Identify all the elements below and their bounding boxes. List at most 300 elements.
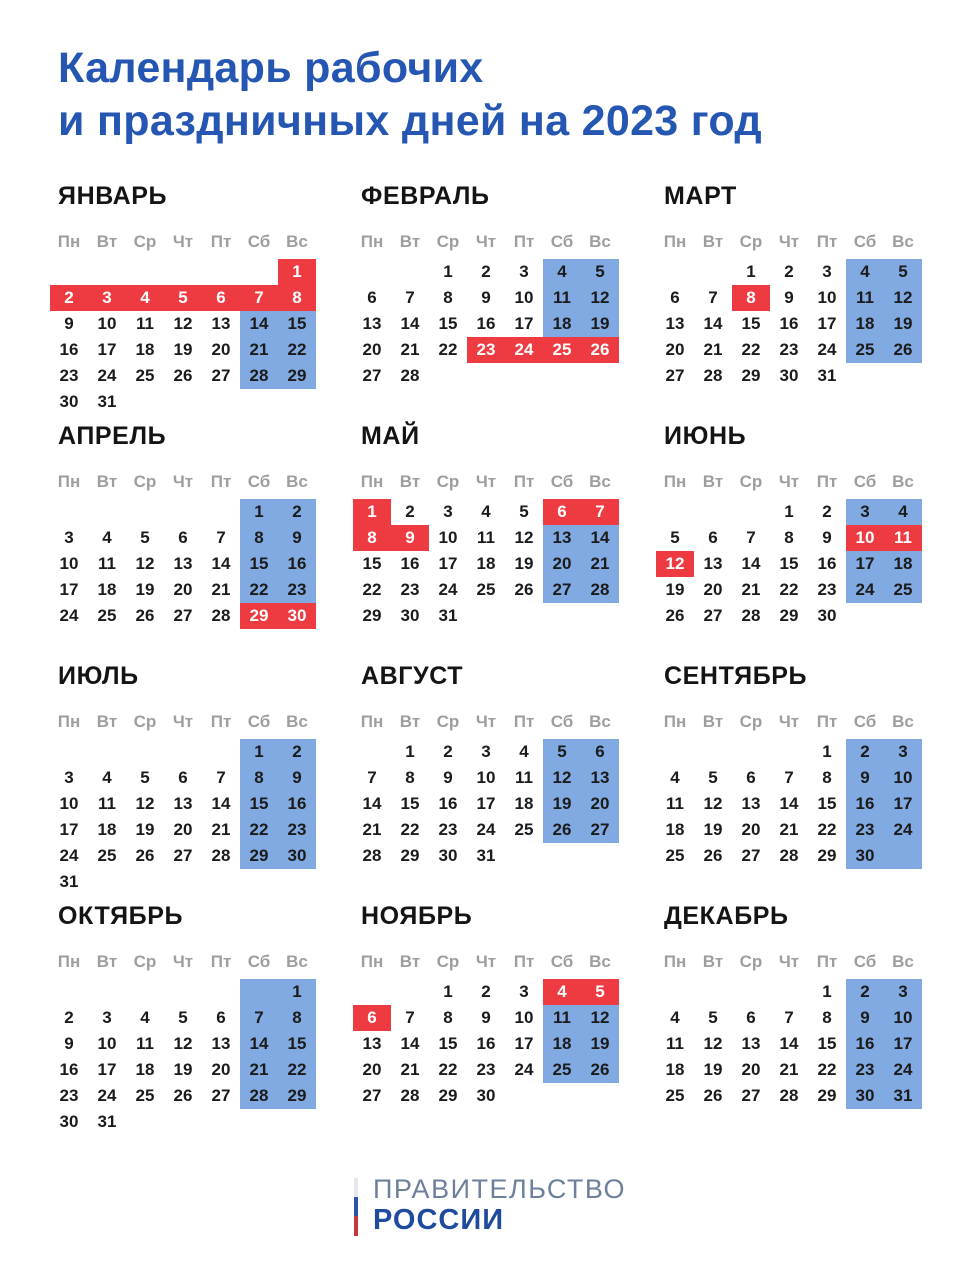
day-cell: 25 [514,819,534,839]
weekday-label: Ср [436,231,460,251]
day-cell: 30 [438,845,458,865]
weekday-label: Вт [399,231,421,251]
day-cell-empty [581,363,619,389]
day-cell-weekend: 4 [884,499,922,525]
day-cell: 14 [362,793,382,813]
day-cell: 16 [779,313,799,333]
weekday-label: Вт [702,951,724,971]
weekday-label: Сб [247,231,271,251]
weekday-label: Чт [172,231,194,251]
day-cell: 31 [97,1111,117,1131]
weekday-label: Пт [816,471,838,491]
day-cell: 11 [666,793,684,813]
day-cell: 27 [211,1085,231,1105]
day-cell-empty [164,1109,202,1135]
day-cell: 14 [211,793,231,813]
weekday-label: Вт [702,231,724,251]
day-cell: 23 [476,1059,496,1079]
day-cell: 17 [817,313,837,333]
day-cell-weekend: 8 [240,525,278,551]
day-cell-holiday: 8 [278,285,316,311]
day-cell: 12 [135,553,155,573]
day-cell: 6 [746,1007,756,1027]
day-cell: 15 [438,313,458,333]
day-cell: 16 [400,553,420,573]
days-grid [353,499,619,629]
day-cell: 7 [784,1007,794,1027]
day-cell: 6 [708,527,718,547]
day-cell: 8 [784,527,794,547]
day-cell-weekend: 29 [240,843,278,869]
weekday-label: Пн [57,231,81,251]
day-cell-empty [278,1109,316,1135]
day-cell: 4 [481,501,491,521]
day-cell-empty [694,259,732,285]
day-cell-weekend: 4 [543,259,581,285]
weekday-label: Вт [399,951,421,971]
day-cell: 22 [438,339,458,359]
day-cell: 25 [135,365,155,385]
weekday-label: Пт [513,471,535,491]
weekday-label: Ср [436,471,460,491]
day-cell-empty [505,1083,543,1109]
day-cell-weekend: 3 [884,739,922,765]
day-cell-weekend: 30 [846,1083,884,1109]
day-cell: 23 [59,365,79,385]
day-cell: 7 [405,1007,415,1027]
day-cell: 8 [405,767,415,787]
day-cell-weekend: 5 [581,259,619,285]
day-cell: 20 [173,579,193,599]
day-cell-weekend: 24 [846,577,884,603]
day-cell: 15 [400,793,420,813]
day-cell: 25 [97,605,117,625]
day-cell: 12 [173,313,193,333]
day-cell: 7 [708,287,718,307]
day-cell-empty [846,363,884,389]
days-grid [656,979,922,1109]
day-cell: 8 [822,767,832,787]
day-cell-weekend: 4 [846,259,884,285]
month-october [50,902,316,1130]
weekday-label: Пн [57,471,81,491]
day-cell-weekend: 24 [884,817,922,843]
day-cell: 5 [708,1007,718,1027]
day-cell-empty [50,259,88,285]
day-cell: 20 [173,819,193,839]
day-cell-empty [391,259,429,285]
day-cell-empty [164,869,202,895]
day-cell: 13 [211,1033,231,1053]
day-cell: 26 [665,605,685,625]
weekday-label: Сб [550,231,574,251]
day-cell-weekend: 2 [846,739,884,765]
weekday-label: Ср [739,951,763,971]
day-cell: 26 [173,1085,193,1105]
day-cell: 28 [400,1085,420,1105]
weekday-label: Чт [475,711,497,731]
weekday-row [353,712,619,732]
month-september [656,662,922,890]
day-cell-holiday: 5 [164,285,202,311]
month-title-may: МАЙ [361,421,420,450]
month-january [50,182,316,410]
day-cell: 30 [59,1111,79,1131]
day-cell-weekend: 25 [543,1057,581,1083]
day-cell: 3 [519,981,529,1001]
day-cell-weekend: 10 [884,765,922,791]
day-cell: 7 [367,767,377,787]
day-cell: 26 [135,845,155,865]
day-cell-empty [770,979,808,1005]
day-cell-weekend: 24 [884,1057,922,1083]
day-cell-empty [164,259,202,285]
day-cell-empty [467,363,505,389]
day-cell-empty [202,739,240,765]
day-cell-holiday: 1 [278,259,316,285]
day-cell: 30 [817,605,837,625]
day-cell: 2 [822,501,832,521]
day-cell: 22 [741,339,761,359]
day-cell-empty [353,259,391,285]
day-cell-holiday: 7 [581,499,619,525]
day-cell: 21 [362,819,382,839]
day-cell-empty [505,363,543,389]
weekday-row [656,472,922,492]
day-cell-weekend: 22 [278,337,316,363]
day-cell: 8 [822,1007,832,1027]
day-cell-weekend: 20 [543,551,581,577]
day-cell: 24 [59,845,79,865]
day-cell: 7 [216,767,226,787]
day-cell-weekend: 9 [846,1005,884,1031]
day-cell: 13 [211,313,231,333]
day-cell: 13 [665,313,685,333]
weekday-label: Сб [247,471,271,491]
day-cell: 12 [703,1033,723,1053]
weekday-label: Вс [286,951,308,971]
day-cell-empty [126,869,164,895]
weekday-label: Вс [589,231,611,251]
day-cell-holiday: 29 [240,603,278,629]
flag-white-segment [354,1178,358,1197]
day-cell-weekend: 1 [240,499,278,525]
weekday-label: Вт [702,471,724,491]
day-cell-weekend: 6 [581,739,619,765]
day-cell: 6 [216,1007,226,1027]
day-cell-weekend: 26 [581,1057,619,1083]
day-cell: 11 [136,313,154,333]
day-cell-empty [240,869,278,895]
day-cell: 22 [817,819,837,839]
day-cell: 19 [514,553,534,573]
weekday-label: Пт [816,711,838,731]
weekday-label: Сб [853,231,877,251]
day-cell: 4 [140,1007,150,1027]
day-cell: 18 [97,579,117,599]
day-cell: 13 [173,553,193,573]
day-cell: 20 [703,579,723,599]
day-cell-empty [846,603,884,629]
day-cell: 1 [746,261,756,281]
month-title-july: ИЮЛЬ [58,661,139,690]
day-cell-holiday: 5 [581,979,619,1005]
day-cell: 17 [514,313,534,333]
day-cell-empty [126,979,164,1005]
day-cell: 27 [173,845,193,865]
day-cell-holiday: 30 [278,603,316,629]
day-cell-weekend: 23 [278,577,316,603]
day-cell: 28 [211,845,231,865]
weekday-label: Пн [663,951,687,971]
day-cell: 14 [211,553,231,573]
day-cell: 27 [741,1085,761,1105]
weekday-row [353,232,619,252]
day-cell-weekend: 1 [278,979,316,1005]
day-cell: 20 [741,1059,761,1079]
day-cell-holiday: 8 [732,285,770,311]
weekday-label: Чт [778,951,800,971]
day-cell-holiday: 6 [353,1005,391,1031]
day-cell: 17 [476,793,496,813]
day-cell: 27 [211,365,231,385]
weekday-label: Вт [702,711,724,731]
day-cell: 13 [362,1033,382,1053]
day-cell-weekend: 15 [278,311,316,337]
day-cell: 27 [703,605,723,625]
day-cell: 7 [746,527,756,547]
day-cell-weekend: 14 [581,525,619,551]
day-cell-empty [732,499,770,525]
day-cell-holiday: 4 [543,979,581,1005]
day-cell-empty [353,979,391,1005]
day-cell: 21 [211,579,231,599]
day-cell-empty [126,389,164,415]
day-cell: 9 [481,1007,491,1027]
day-cell: 4 [102,767,112,787]
day-cell-holiday: 2 [50,285,88,311]
day-cell: 21 [400,1059,420,1079]
day-cell-empty [732,979,770,1005]
day-cell: 20 [362,339,382,359]
government-label: ПРАВИТЕЛЬСТВО [372,1173,627,1204]
day-cell: 15 [741,313,761,333]
day-cell: 16 [59,1059,79,1079]
month-title-april: АПРЕЛЬ [58,421,167,450]
weekday-label: Ср [436,711,460,731]
day-cell-empty [884,843,922,869]
day-cell-weekend: 16 [846,1031,884,1057]
month-title-june: ИЮНЬ [664,421,747,450]
weekday-label: Ср [739,231,763,251]
day-cell-weekend: 27 [581,817,619,843]
government-logo-text [373,1174,626,1237]
day-cell-empty [694,499,732,525]
weekday-label: Ср [436,951,460,971]
day-cell-weekend: 18 [543,1031,581,1057]
weekday-label: Сб [853,951,877,971]
day-cell-weekend: 3 [846,499,884,525]
days-grid [656,259,922,389]
day-cell-weekend: 23 [278,817,316,843]
day-cell-weekend: 2 [846,979,884,1005]
day-cell-empty [88,499,126,525]
day-cell-weekend: 20 [581,791,619,817]
day-cell: 9 [481,287,491,307]
day-cell: 8 [443,287,453,307]
day-cell-weekend: 13 [581,765,619,791]
day-cell: 25 [665,1085,685,1105]
weekday-label: Пт [210,951,232,971]
day-cell-weekend: 7 [240,1005,278,1031]
day-cell-weekend: 18 [846,311,884,337]
day-cell-empty [884,363,922,389]
day-cell: 30 [476,1085,496,1105]
day-cell: 9 [784,287,794,307]
day-cell-empty [202,499,240,525]
day-cell-weekend: 14 [240,311,278,337]
day-cell-empty [770,739,808,765]
weekday-label: Вт [96,711,118,731]
day-cell-weekend: 13 [543,525,581,551]
days-grid [50,499,316,629]
day-cell: 31 [817,365,837,385]
day-cell-holiday: 8 [353,525,391,551]
day-cell: 20 [211,339,231,359]
weekday-label: Чт [475,471,497,491]
day-cell-holiday: 25 [543,337,581,363]
weekday-label: Чт [475,231,497,251]
day-cell: 5 [178,1007,188,1027]
day-cell-holiday: 1 [353,499,391,525]
day-cell-weekend: 3 [884,979,922,1005]
day-cell-weekend: 8 [278,1005,316,1031]
day-cell: 13 [362,313,382,333]
day-cell-weekend: 9 [846,765,884,791]
day-cell: 18 [135,1059,155,1079]
day-cell: 31 [438,605,458,625]
day-cell-weekend: 11 [543,285,581,311]
day-cell: 29 [817,845,837,865]
weekday-label: Пт [513,711,535,731]
weekday-label: Пт [210,471,232,491]
day-cell: 4 [670,767,680,787]
day-cell: 4 [519,741,529,761]
day-cell: 6 [178,527,188,547]
day-cell: 22 [400,819,420,839]
weekday-label: Пт [816,951,838,971]
day-cell: 7 [784,767,794,787]
day-cell-holiday: 3 [88,285,126,311]
day-cell: 18 [97,819,117,839]
day-cell-empty [202,979,240,1005]
month-august [353,662,619,890]
day-cell: 4 [670,1007,680,1027]
day-cell: 29 [362,605,382,625]
weekday-label: Ср [133,231,157,251]
day-cell: 14 [703,313,723,333]
weekday-label: Чт [172,471,194,491]
day-cell: 22 [817,1059,837,1079]
day-cell: 11 [477,527,495,547]
day-cell-weekend: 28 [240,1083,278,1109]
day-cell-weekend: 19 [543,791,581,817]
month-title-september: СЕНТЯБРЬ [664,661,808,690]
day-cell: 24 [817,339,837,359]
day-cell: 27 [362,1085,382,1105]
day-cell: 29 [438,1085,458,1105]
day-cell: 19 [173,339,193,359]
day-cell: 28 [779,1085,799,1105]
day-cell: 6 [670,287,680,307]
weekday-label: Вс [892,231,914,251]
day-cell-weekend: 30 [278,843,316,869]
day-cell: 18 [476,553,496,573]
day-cell-weekend: 15 [240,791,278,817]
weekday-label: Вс [589,951,611,971]
weekday-label: Вт [96,231,118,251]
day-cell-holiday: 10 [846,525,884,551]
day-cell-empty [467,603,505,629]
day-cell: 5 [519,501,529,521]
day-cell-holiday: 12 [656,551,694,577]
weekday-label: Вс [286,711,308,731]
month-title-february: ФЕВРАЛЬ [361,181,490,210]
day-cell-empty [50,499,88,525]
weekday-label: Пн [360,711,384,731]
day-cell-weekend: 19 [884,311,922,337]
day-cell: 18 [514,793,534,813]
day-cell-weekend: 9 [278,765,316,791]
day-cell: 10 [97,1033,117,1053]
day-cell-empty [88,259,126,285]
day-cell: 24 [514,1059,534,1079]
day-cell-weekend: 15 [240,551,278,577]
day-cell: 10 [59,793,79,813]
day-cell: 18 [135,339,155,359]
weekday-label: Ср [739,711,763,731]
days-grid [50,979,316,1135]
day-cell: 21 [703,339,723,359]
day-cell: 27 [741,845,761,865]
weekday-row [656,712,922,732]
day-cell: 17 [97,339,117,359]
weekday-row [656,952,922,972]
day-cell: 12 [703,793,723,813]
day-cell-weekend: 29 [278,1083,316,1109]
day-cell: 10 [476,767,496,787]
day-cell: 5 [140,527,150,547]
day-cell-weekend: 23 [846,817,884,843]
day-cell: 19 [173,1059,193,1079]
day-cell: 4 [102,527,112,547]
day-cell-weekend: 12 [581,1005,619,1031]
day-cell: 24 [59,605,79,625]
weekday-label: Пн [663,471,687,491]
day-cell: 26 [703,1085,723,1105]
day-cell-weekend: 1 [240,739,278,765]
day-cell: 6 [178,767,188,787]
day-cell: 26 [173,365,193,385]
days-grid [656,739,922,869]
day-cell-empty [240,259,278,285]
day-cell-weekend: 14 [240,1031,278,1057]
day-cell-holiday: 7 [240,285,278,311]
weekday-label: Чт [172,711,194,731]
days-grid [656,499,922,629]
day-cell: 12 [514,527,534,547]
day-cell-empty [543,603,581,629]
